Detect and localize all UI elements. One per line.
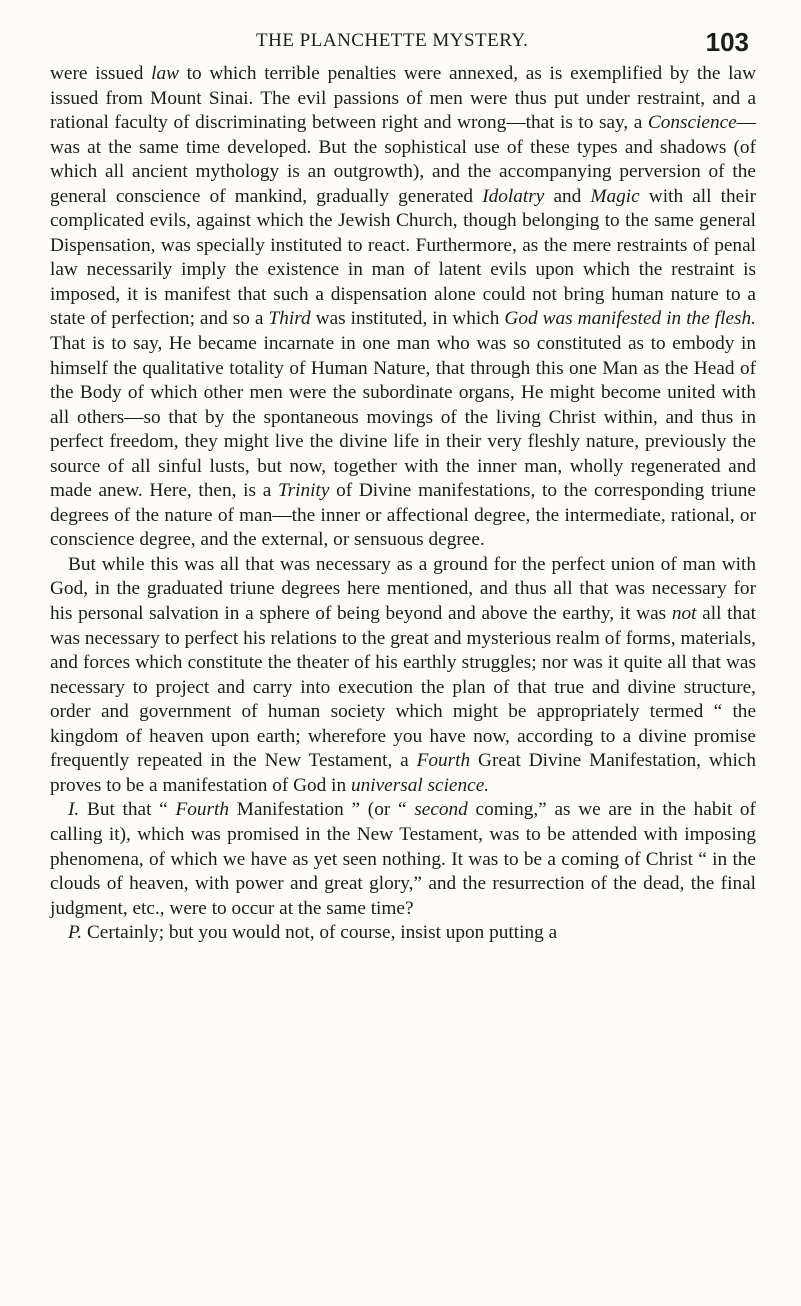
text-run: to which terrible penalties were annexed, as is exemplified by the law issued from Mount Sinai. The evil passions of men were thus put under restraint, and a rational faculty of discriminating between right and wrong—that is to say, a bbox=[50, 63, 756, 134]
text-run: with all their complicated evils, against which the Jewish Church, though belonging to the same general Dispensation, was specially instituted to react. Furthermore, as the mere restraints of penal law necessarily imply the existence in man of latent evils upon which the restraint is imposed, it is manifest that such a dispensation alone could not bring human nature to a state of perfection; and so a bbox=[50, 185, 756, 330]
italic-text: law bbox=[151, 63, 179, 84]
italic-text: Third bbox=[268, 308, 311, 330]
speaker-initial: I. bbox=[68, 799, 80, 821]
italic-text: Idolatry bbox=[482, 185, 545, 207]
text-run: coming,” as we are in the habit of calling it), which was promised in the New Testament, was to be attended with imposing phenomena, of which we have as yet seen nothing. It was to be a coming of Christ “ in the clouds of heaven, with power and great glory,” and the resurrection of the dead, the final judgment, etc., were to occur at the same time? bbox=[50, 799, 756, 919]
italic-text: Conscience bbox=[647, 112, 737, 134]
text-run: all that was necessary to perfect his relations to the great and mysterious realm of forms, materials, and forces which constitute the theater of his earthly struggles; nor was it quite all that was necessary to project and carry into execution the plan of that true and divine structure, order and government of human society which might be appropriately termed “ the kingdom of heaven upon earth; wherefore you have now, according to a divine promise frequently repeated in the New Testament, a bbox=[50, 603, 757, 772]
text-run: But that “ bbox=[79, 799, 176, 821]
text-run: Certainly; but you would not, of course, insist upon putting a bbox=[82, 922, 558, 944]
dialogue-paragraph bbox=[50, 798, 756, 921]
text-run: of Divine manifestations, to the corresponding triune degrees of the nature of man—the inner or affectional degree, the intermediate, rational, or conscience degree, and the external, or sensuous degree. bbox=[50, 480, 756, 551]
text-run: Manifestation ” (or “ bbox=[229, 799, 415, 821]
page-number: 103 bbox=[705, 27, 749, 57]
italic-text: Trinity bbox=[277, 480, 330, 502]
text-run: But while this was all that was necessary as a ground for the perfect union of man with God, in the graduated triune degrees here mentioned, and thus all that was necessary for his personal salvation in a sphere of being beyond and above the earthy, it was bbox=[50, 553, 756, 625]
italic-text: universal science. bbox=[350, 774, 490, 796]
text-run: and bbox=[544, 185, 591, 207]
italic-text: not bbox=[671, 603, 697, 625]
italic-text: Fourth bbox=[416, 750, 471, 772]
italic-text: second bbox=[414, 799, 468, 821]
text-run: Great Divine Manifestation, which proves to be a manifestation of God in bbox=[50, 750, 757, 796]
italic-text: God was manifested in the flesh. bbox=[504, 308, 757, 330]
body-text bbox=[50, 62, 756, 946]
paragraph-continuation bbox=[50, 62, 756, 553]
paragraph bbox=[50, 553, 756, 798]
text-run: was instituted, in which bbox=[310, 308, 505, 330]
dialogue-paragraph bbox=[50, 921, 756, 946]
text-run: were issued bbox=[50, 63, 152, 84]
italic-text: Magic bbox=[590, 185, 640, 207]
text-run: That is to say, He became incarnate in one man who was so constituted as to embody in himself the qualitative totality of Human Nature, that through this one Man as the Head of the Body of which other men were the subordinate organs, He might become united with all others—so that by the spontaneous movings of the living Christ within, and thus in perfect freedom, they might live the divine life in their very fleshly nature, previously the source of all sinful lusts, but now, together with the inner man, wholly regenerated and made anew. Here, then, is a bbox=[50, 333, 756, 502]
speaker-initial: P. bbox=[68, 922, 83, 944]
running-head: THE PLANCHETTE MYSTERY. bbox=[256, 30, 529, 51]
italic-text: Fourth bbox=[175, 799, 229, 821]
text-run: —was at the same time developed. But the sophistical use of these types and shadows (of which all ancient mythology is an outgrowth), and the accompanying perversion of the general conscience of mankind, gradually generated bbox=[50, 112, 756, 207]
